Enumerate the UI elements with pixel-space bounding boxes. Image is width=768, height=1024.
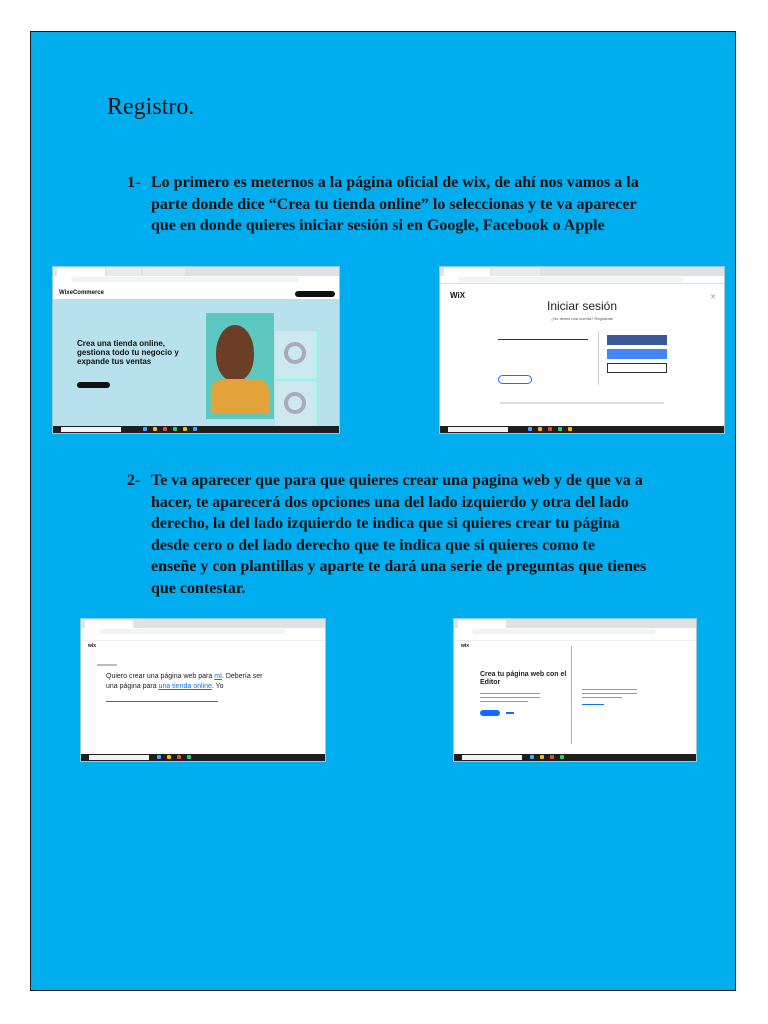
page-title: Registro. (107, 94, 195, 120)
browser-tabstrip (440, 267, 724, 276)
product-card (275, 381, 317, 429)
login-heading: Iniciar sesión (546, 299, 618, 313)
person-shirt (211, 379, 269, 413)
step-line: que en donde quieres iniciar sesión si en Google, Facebook o Apple (151, 217, 605, 234)
text-line (480, 697, 540, 698)
text-line (582, 697, 622, 698)
screenshot-login (440, 267, 724, 433)
wix-logo: wix (461, 643, 470, 649)
browser-tab (458, 620, 506, 628)
bookmarks-bar (81, 635, 325, 641)
editor-heading: Crea tu página web con el Editor (480, 671, 567, 686)
product-card (275, 331, 317, 379)
text-line (480, 693, 540, 694)
login-button (498, 375, 532, 384)
question-part: Quiero crear una página web para (106, 673, 215, 680)
question-option: una tienda online (158, 683, 212, 690)
browser-tab (57, 268, 105, 276)
step-line: derecho, la del lado izquierdo te indica que si quieres crear tu página (151, 515, 620, 532)
taskbar-search (61, 427, 121, 432)
step-line: que contestar. (151, 579, 246, 597)
step-text (151, 172, 639, 237)
step-number: 1- (127, 174, 141, 191)
taskbar-search (89, 755, 149, 760)
browser-tabstrip (53, 267, 339, 276)
screenshot-editor (454, 619, 696, 761)
text-line (582, 689, 637, 690)
facebook-button (607, 335, 667, 345)
windows-taskbar (454, 754, 696, 761)
nav-cta-button (295, 291, 335, 297)
step-number: 2- (127, 472, 141, 489)
footer-text-line (500, 402, 664, 404)
apple-button (607, 363, 667, 373)
text-line (480, 701, 528, 702)
taskbar-search (462, 755, 522, 760)
step-text (151, 470, 646, 599)
close-icon: ✕ (710, 294, 716, 301)
wix-logo: wix (88, 643, 97, 649)
secondary-link (506, 712, 514, 714)
wix-logo: WiX (450, 291, 466, 300)
step-line: hacer, te aparecerá dos opciones una del lado izquierdo y otra del lado (151, 493, 629, 511)
windows-taskbar (440, 426, 724, 433)
screenshot-wix-ecommerce (53, 267, 339, 433)
start-link (582, 704, 604, 705)
login-subheading: ¿No tienes una cuenta? Regístrate (550, 316, 614, 321)
browser-tab (143, 268, 185, 276)
question-part: . Yo (211, 683, 224, 690)
screenshot-question (81, 619, 325, 761)
answer-underline (106, 701, 218, 702)
windows-taskbar (53, 426, 339, 433)
browser-tabstrip (454, 619, 696, 628)
browser-tabstrip (81, 619, 325, 628)
wix-logo: WixeCommerce (59, 290, 104, 296)
address-bar (440, 276, 724, 284)
bookmarks-bar (454, 635, 696, 641)
google-button (607, 349, 667, 359)
back-link (97, 664, 117, 666)
divider (571, 646, 572, 744)
step-line: Te va aparecer que para que quieres crear una pagina web y de que va a (151, 472, 643, 489)
taskbar-search (448, 427, 508, 432)
step-line: Lo primero es meternos a la página oficial de wix, de ahí nos vamos a la (151, 174, 639, 191)
start-button (480, 710, 500, 716)
windows-taskbar (81, 754, 325, 761)
browser-tab (492, 268, 540, 276)
headphones-icon (284, 342, 306, 364)
person-face (216, 325, 254, 381)
browser-tab (107, 268, 141, 276)
step-line: enseñe y con plantillas y aparte te dará una serie de preguntas que tienes (151, 558, 647, 575)
hero-headline: Crea una tienda online, gestiona todo tu negocio y expande tus ventas (77, 339, 179, 366)
browser-tab (444, 268, 490, 276)
step-line: desde cero o del lado derecho que te indica que si quieres como te (151, 536, 595, 554)
question-text (106, 672, 266, 692)
headphones-icon (284, 392, 306, 414)
hero-cta-button (77, 382, 110, 388)
divider (598, 331, 599, 385)
question-option: mí (214, 673, 222, 680)
text-line (582, 693, 637, 694)
document-page (30, 31, 736, 991)
email-field-line (498, 339, 588, 340)
question-part: . Debería ser una página para (106, 673, 263, 690)
step-line: parte donde dice “Crea tu tienda online” lo seleccionas y te va aparecer (151, 195, 637, 213)
browser-tab (85, 620, 133, 628)
